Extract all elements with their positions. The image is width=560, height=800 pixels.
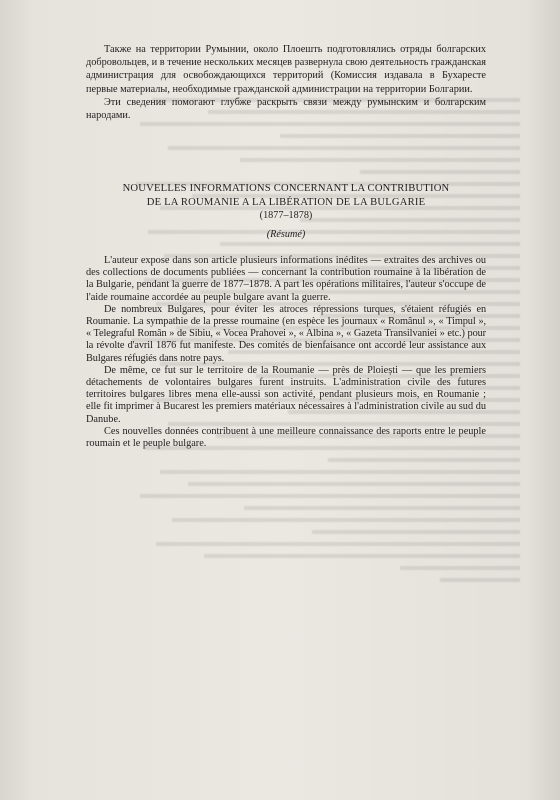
page-content: [86, 43, 486, 450]
resume-label: (Résumé): [266, 229, 306, 241]
french-paragraph: De même, ce fut sur le territoire de la Roumanie — près de Ploiești — que les premiers détachements de volontaires bulgares furent instruits. L'administration civile des futures territoires bulgares libres mena elle-aussi son activité, pendant plusieurs mois, en Roumanie ; elle fit imprimer à Bucarest les premiers matériaux nécessaires à l'administration civile au sud du Danube.: [86, 364, 486, 425]
title-line: DE LA ROUMANIE A LA LIBÉRATION DE LA BULGARIE: [146, 196, 426, 208]
russian-summary: [86, 43, 486, 122]
russian-paragraph: Эти сведения помогают глубже раскрыть связи между румынским и болгарским народами.: [86, 96, 486, 122]
french-summary: [86, 255, 486, 450]
french-paragraph: L'auteur expose dans son article plusieurs informations inédites — extraites des archives ou des collections de documents publiées — concernant la contribution roumaine à la libération de la Bulgarie, pendant la guerre de 1877–1878. A part les opérations militaires, l'auteur s'occupe de l'aide roumaine accordée au peuple bulgare avant la guerre.: [86, 255, 486, 303]
title-years: (1877–1878): [259, 210, 313, 222]
title-line: NOUVELLES INFORMATIONS CONCERNANT LA CONTRIBUTION: [122, 183, 450, 195]
french-paragraph: De nombreux Bulgares, pour éviter les atroces répressions turques, s'étaient réfugiés en Roumanie. La sympathie de la presse roumaine (en espèce les journaux « Românul », « Timpul », « Telegraful Român » de Sibiu, « Vocea Prahovei », « Albina », « Gazeta Transilvaniei » etc.) pour la révolte d'avril 1876 fut manifeste. Des comités de bienfaisance ont accordé leur assistance aux Bulgares réfugiés dans notre pays.: [86, 303, 486, 364]
russian-paragraph: Также на территории Румынии, около Плоешть подготовлялись отряды болгарских добровольцев, и в течение нескольких месяцев развернула свою деятельность гражданская администрация для освобождающихся территорий (Комиссия издавала в Бухаресте первые материалы, необходимые гражданской администрации на территории Болгарии.: [86, 44, 486, 95]
french-paragraph: Ces nouvelles données contribuent à une meilleure connaissance des raports entre le peuple roumain et le peuple bulgare.: [86, 425, 486, 450]
article-title: [86, 182, 486, 209]
